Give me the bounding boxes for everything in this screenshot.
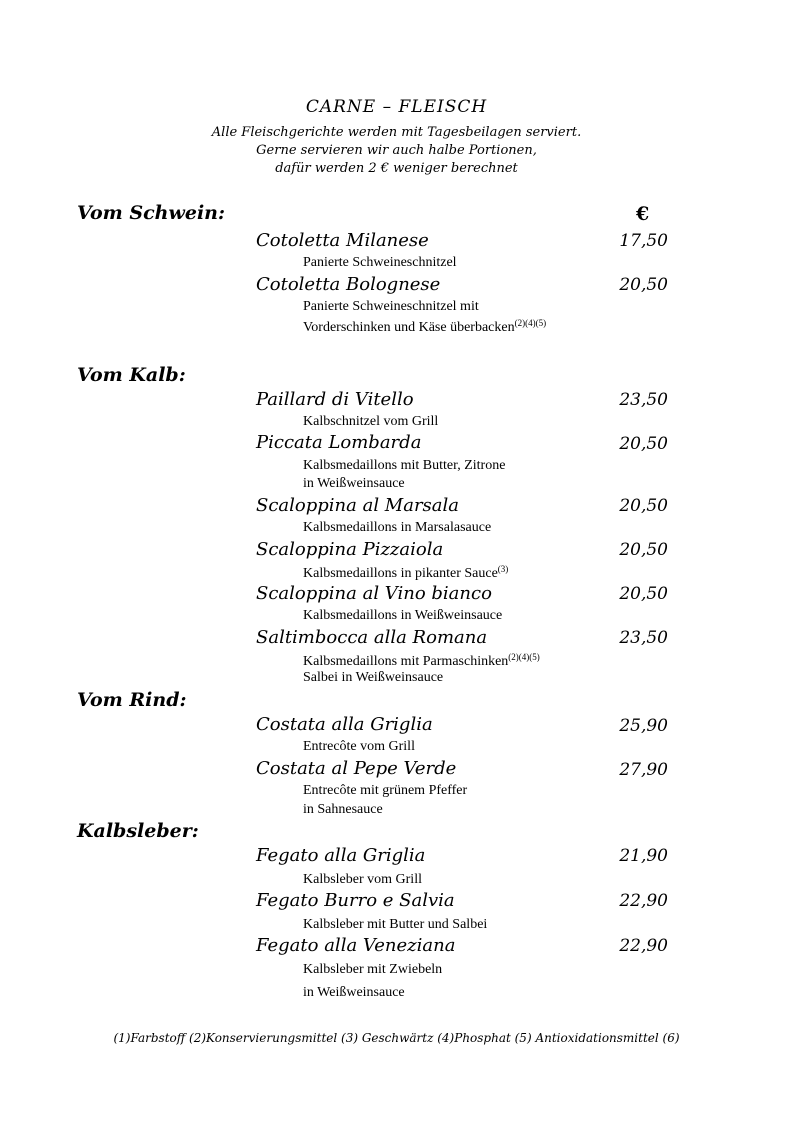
- dish-price: 20,50: [619, 540, 668, 560]
- dish-name: Piccata Lombarda: [256, 432, 422, 453]
- dish-price: 20,50: [619, 275, 668, 295]
- dish-name: Scaloppina Pizzaiola: [256, 539, 444, 560]
- dish-price: 22,90: [619, 936, 668, 956]
- additive-note: (3): [497, 564, 509, 574]
- dish-price: 27,90: [619, 760, 668, 780]
- dish-description: [303, 652, 540, 670]
- page-title: CARNE – FLEISCH: [305, 97, 488, 117]
- dish-description: Kalbsleber vom Grill: [303, 872, 422, 887]
- dish-description-text: Kalbsmedaillons mit Parmaschinken: [303, 654, 509, 669]
- dish-price: 23,50: [619, 628, 668, 648]
- dish-name: Fegato alla Veneziana: [256, 935, 456, 956]
- dish-description: Salbei in Weißweinsauce: [303, 670, 444, 685]
- section-heading-schwein: Vom Schwein:: [77, 202, 225, 224]
- subtitle-line-3: dafür werden 2 € weniger berechnet: [275, 161, 518, 176]
- dish-price: 20,50: [619, 434, 668, 454]
- section-heading-kalbsleber: Kalbsleber:: [77, 820, 199, 842]
- dish-description: [303, 318, 546, 336]
- dish-name: Cotoletta Milanese: [256, 230, 429, 251]
- additives-footnote: (1)Farbstoff (2)Konservierungsmittel (3) Geschwärtz (4)Phosphat (5) Antioxidationsmittel (6): [113, 1031, 680, 1045]
- dish-description-text: Vorderschinken und Käse überbacken: [303, 320, 515, 335]
- dish-description: [303, 564, 508, 582]
- dish-description: Kalbsmedaillons mit Butter, Zitrone: [303, 458, 506, 473]
- dish-name: Scaloppina al Vino bianco: [256, 583, 492, 604]
- dish-price: 17,50: [619, 231, 668, 251]
- dish-description: Kalbschnitzel vom Grill: [303, 414, 439, 429]
- dish-description: Kalbsmedaillons in Weißweinsauce: [303, 608, 503, 623]
- dish-price: 25,90: [619, 716, 668, 736]
- dish-name: Paillard di Vitello: [256, 389, 414, 410]
- dish-price: 20,50: [619, 584, 668, 604]
- additive-note: (2)(4)(5): [514, 318, 547, 328]
- dish-name: Saltimbocca alla Romana: [256, 627, 488, 648]
- additive-note: (2)(4)(5): [508, 652, 540, 662]
- dish-description: in Weißweinsauce: [303, 476, 405, 491]
- dish-price: 22,90: [619, 891, 668, 911]
- dish-description: Panierte Schweineschnitzel: [303, 255, 457, 270]
- dish-description: Kalbsleber mit Zwiebeln: [303, 962, 443, 977]
- subtitle-line-2: Gerne servieren wir auch halbe Portionen,: [256, 143, 537, 158]
- dish-name: Cotoletta Bolognese: [256, 274, 441, 295]
- section-heading-kalb: Vom Kalb:: [77, 364, 186, 386]
- dish-name: Costata alla Griglia: [256, 714, 433, 735]
- dish-description: Kalbsleber mit Butter und Salbei: [303, 917, 488, 932]
- dish-description: in Weißweinsauce: [303, 985, 405, 1000]
- dish-description: Entrecôte vom Grill: [303, 739, 415, 754]
- dish-name: Fegato Burro e Salvia: [256, 890, 455, 911]
- dish-description: Kalbsmedaillons in Marsalasauce: [303, 520, 492, 535]
- dish-name: Fegato alla Griglia: [256, 845, 426, 866]
- dish-name: Costata al Pepe Verde: [256, 758, 457, 779]
- dish-description-text: Kalbsmedaillons in pikanter Sauce: [303, 566, 498, 581]
- dish-description: in Sahnesauce: [303, 802, 383, 817]
- dish-price: 23,50: [619, 390, 668, 410]
- section-heading-rind: Vom Rind:: [77, 689, 187, 711]
- dish-price: 21,90: [619, 846, 668, 866]
- dish-name: Scaloppina al Marsala: [256, 495, 460, 516]
- dish-description: Entrecôte mit grünem Pfeffer: [303, 783, 468, 798]
- dish-price: 20,50: [619, 496, 668, 516]
- currency-label: €: [636, 203, 650, 225]
- dish-description: Panierte Schweineschnitzel mit: [303, 299, 479, 314]
- subtitle-line-1: Alle Fleischgerichte werden mit Tagesbeilagen serviert.: [211, 125, 582, 140]
